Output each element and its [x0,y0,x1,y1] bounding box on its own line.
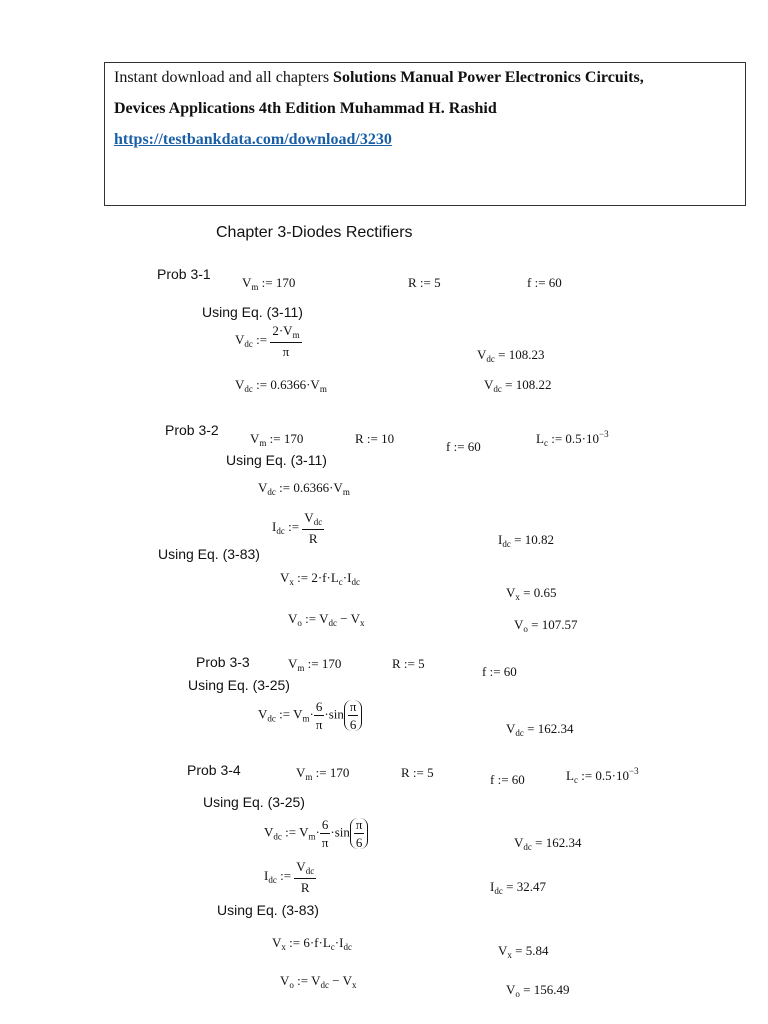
prob-3-4-vx-formula: $V_x$ := $6\cdot f\cdot L_c\cdot I_{dc}$ [272,935,352,952]
prob-3-1-label: Prob 3-1 [157,266,211,282]
prob-3-2-idc-formula: $I_{dc}$ := $\frac{V_{dc}}{R}$ [272,510,323,546]
prob-3-4-vm-def: $V_m$ := 170 [296,765,350,782]
prob-3-1-vm-def: $V_m$ := 170 [242,275,296,292]
prob-3-4-vo-formula: $V_o$ := $V_{dc} - V_x$ [280,973,357,990]
prob-3-1-vdc-result-1: $V_{dc} = 108.23$ [477,347,545,364]
prob-3-4-vdc-formula: $V_{dc}$ := $V_m\cdot$ $\frac{6}{\pi}$ ·sin $\frac{\pi}{6}$ [264,818,368,849]
prob-3-3-eq-label: Using Eq. (3-25) [188,677,290,693]
prob-3-4-r-def: R := 5 [401,765,434,780]
prob-3-3-r-def: R := 5 [392,656,425,671]
prob-3-4-idc-formula: $I_{dc}$ := $\frac{V_{dc}}{R}$ [264,859,315,895]
banner-line-2: Devices Applications 4th Edition Muhammad H. Rashid [114,100,497,117]
prob-3-2-idc-result: $I_{dc} = 10.82$ [498,532,554,549]
banner-intro-text: Instant download and all chapters [114,69,334,86]
prob-3-3-vm-def: $V_m$ := 170 [288,656,342,673]
download-banner [104,62,746,206]
prob-3-4-vdc-result: $V_{dc} = 162.34$ [514,835,582,852]
prob-3-4-f-def: f := 60 [490,772,525,787]
banner-title-part1: Solutions Manual Power Electronics Circuits, [333,69,644,86]
prob-3-3-vdc-formula: $V_{dc}$ := $V_m\cdot$ $\frac{6}{\pi}$ ·sin $\frac{\pi}{6}$ [258,700,362,731]
prob-3-2-label: Prob 3-2 [165,422,219,438]
prob-3-1-r-def: R := 5 [408,275,441,290]
prob-3-1-f-def: f := 60 [527,275,562,290]
prob-3-2-vo-result: $V_o = 107.57$ [514,617,578,634]
prob-3-2-vo-formula: $V_o$ := $V_{dc} - V_x$ [288,611,365,628]
prob-3-1-eq-label: Using Eq. (3-11) [202,304,303,320]
prob-3-1-vdc-formula-2: $V_{dc}$ := $0.6366\cdot V_m$ [235,377,327,394]
prob-3-2-vdc-formula: $V_{dc}$ := $0.6366\cdot V_m$ [258,480,350,497]
prob-3-2-r-def: R := 10 [355,431,395,446]
chapter-title: Chapter 3-Diodes Rectifiers [216,224,413,241]
prob-3-2-eq-label-1: Using Eq. (3-11) [226,452,327,468]
prob-3-3-vdc-result: $V_{dc} = 162.34$ [506,721,574,738]
prob-3-2-vx-formula: $V_x$ := $2\cdot f\cdot L_c\cdot I_{dc}$ [280,570,360,587]
prob-3-4-eq-label-1: Using Eq. (3-25) [203,794,305,810]
prob-3-2-f-def: f := 60 [446,439,481,454]
prob-3-1-vdc-formula: $V_{dc}$ := $\frac{2\cdot V_m}{\pi}$ [235,323,300,359]
download-link[interactable]: https://testbankdata.com/download/3230 [114,131,392,148]
prob-3-2-vx-result: $V_x = 0.65$ [506,585,557,602]
prob-3-3-f-def: f := 60 [482,664,517,679]
prob-3-2-lc-def: $L_c$ := $0.5\cdot 10^{-3}$ [536,429,609,448]
prob-3-2-eq-label-2: Using Eq. (3-83) [158,546,260,562]
prob-3-4-idc-result: $I_{dc} = 32.47$ [490,879,546,896]
prob-3-2-vm-def: $V_m$ := 170 [250,431,304,448]
prob-3-4-label: Prob 3-4 [187,762,241,778]
prob-3-4-vo-result: $V_o = 156.49$ [506,982,570,999]
prob-3-4-eq-label-2: Using Eq. (3-83) [217,902,319,918]
prob-3-3-label: Prob 3-3 [196,654,250,670]
prob-3-4-vx-result: $V_x = 5.84$ [498,943,549,960]
banner-line-1 [114,69,644,87]
prob-3-1-vdc-result-2: $V_{dc} = 108.22$ [484,377,552,394]
prob-3-4-lc-def: $L_c$ := $0.5\cdot 10^{-3}$ [566,766,639,785]
